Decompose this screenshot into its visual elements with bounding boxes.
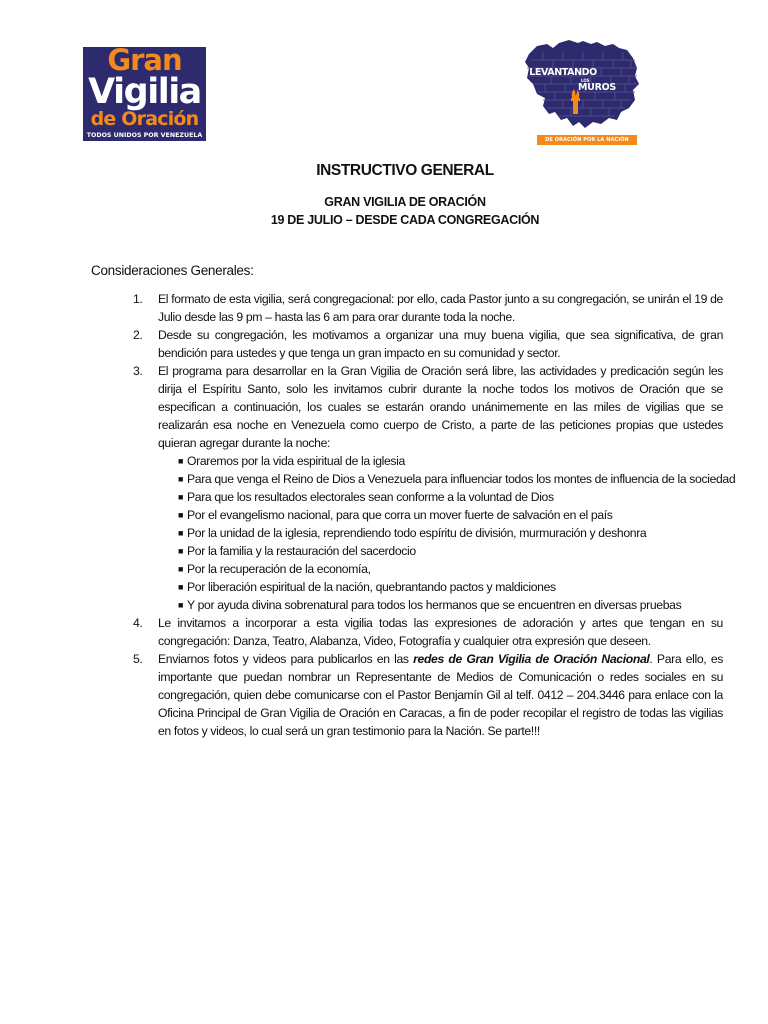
document-title: INSTRUCTIVO GENERAL	[316, 162, 494, 179]
prayer-topic	[178, 596, 723, 614]
prayer-topic-text: Por la familia y la restauración del sacerdocio	[187, 544, 416, 558]
list-item	[133, 614, 723, 650]
list-item-number: 3.	[133, 364, 143, 378]
bullet-icon: ■	[178, 510, 184, 520]
bullet-icon: ■	[178, 528, 184, 538]
prayer-topic	[178, 560, 723, 578]
prayer-topic-text: Oraremos por la vida espiritual de la iglesia	[187, 454, 405, 468]
prayer-topic	[178, 542, 723, 560]
list-item-text: El formato de esta vigilia, será congregacional: por ello, cada Pastor junto a su congregación, se unirán el 19 de Julio desde las 9 pm – hasta las 6 am para orar durante toda la noche.	[158, 292, 723, 324]
prayer-topic-text: Y por ayuda divina sobrenatural para todos los hermanos que se encuentren en diversas pruebas	[187, 598, 682, 612]
prayer-topic	[178, 578, 723, 596]
list-item	[133, 650, 723, 740]
prayer-topic-text: Por el evangelismo nacional, para que corra un mover fuerte de salvación en el país	[187, 508, 613, 522]
prayer-topic-text: Para que venga el Reino de Dios a Venezuela para influenciar todos los montes de influencia de la sociedad	[187, 472, 736, 486]
logo-word-los: LOS	[581, 78, 590, 83]
list-item-number: 4.	[133, 616, 143, 630]
social-networks-emphasis: redes de Gran Vigilia de Oración Nacional	[413, 652, 650, 666]
section-title: Consideraciones Generales:	[91, 263, 254, 278]
bullet-icon: ■	[178, 582, 184, 592]
list-item-number: 1.	[133, 292, 143, 306]
venezuela-map-icon	[523, 38, 641, 148]
prayer-topic-text: Para que los resultados electorales sean conforme a la voluntad de Dios	[187, 490, 554, 504]
list-item-text: El programa para desarrollar en la Gran Vigilia de Oración será libre, las actividades y predicación según les dirija el Espíritu Santo, solo les invitamos cubrir durante la noche todos los motivos de Oración que se especifican a continuación, los cuales se estarán orando unánimemente en las miles de vigilias que se realizarán esa noche en Venezuela como cuerpo de Cristo, a parte de las peticiones propias que ustedes quieran agregar durante la noche:	[158, 364, 723, 450]
logo-word-gran: Gran	[107, 47, 182, 77]
list-item-text-after: . Para ello, es importante que puedan nombrar un Representante de Medios de Comunicación o redes sociales en su congregación, quien debe comunicarse con el Pastor Benjamín Gil al telf. 0412 – 204.3446 para enlace con la Oficina Principal de Gran Vigilia de Oración en Caracas, a fin de poder recopilar el registro de todas las vigilias en fotos y videos, lo cual será un gran testimonio para la Nación. Se parte!!!	[158, 652, 723, 738]
logo-word-de-oracion: de Oración	[90, 108, 199, 130]
list-item-text-before: Enviarnos fotos y videos para publicarlos en las	[158, 652, 414, 666]
list-item-number: 5.	[133, 652, 143, 666]
list-item-text: Desde su congregación, les motivamos a organizar una muy buena vigilia, que sea significativa, de gran bendición para ustedes y que tenga un gran impacto en su comunidad y sector.	[158, 328, 723, 360]
bullet-icon: ■	[178, 474, 184, 484]
list-item	[133, 290, 723, 326]
bullet-icon: ■	[178, 564, 184, 574]
list-item	[133, 362, 736, 614]
prayer-topics-list	[178, 452, 736, 614]
prayer-topic	[178, 506, 723, 524]
bullet-icon: ■	[178, 492, 184, 502]
prayer-topic	[178, 488, 723, 506]
bullet-icon: ■	[178, 456, 184, 466]
considerations-list	[133, 290, 736, 740]
prayer-topic-text: Por la recuperación de la economía,	[187, 562, 371, 576]
prayer-topic	[178, 452, 723, 470]
list-item-text	[158, 650, 723, 740]
levantando-los-muros-logo	[523, 38, 641, 148]
gran-vigilia-logo	[83, 47, 206, 141]
list-item-text: Le invitamos a incorporar a esta vigilia todas las expresiones de adoración y artes que tengan en su congregación: Danza, Teatro, Alabanza, Video, Fotografía y cualquier otra expresión que deseen.	[158, 616, 723, 648]
prayer-topic	[178, 524, 723, 542]
document-subtitle-event: GRAN VIGILIA DE ORACIÓN	[324, 195, 486, 209]
prayer-topic-text: Por liberación espiritual de la nación, quebrantando pactos y maldiciones	[187, 580, 556, 594]
bullet-icon: ■	[178, 600, 184, 610]
document-subtitle-date: 19 DE JULIO – DESDE CADA CONGREGACIÓN	[270, 213, 540, 227]
prayer-topic-text: Por la unidad de la iglesia, reprendiendo todo espíritu de división, murmuración y deshonra	[187, 526, 647, 540]
logo-word-muros: MUROS	[578, 82, 616, 93]
prayer-topic	[178, 470, 736, 488]
list-item-number: 2.	[133, 328, 143, 342]
bullet-icon: ■	[178, 546, 184, 556]
logo-tagline: TODOS UNIDOS POR VENEZUELA	[86, 132, 203, 139]
logo-word-levantando: LEVANTANDO	[529, 67, 597, 78]
list-item	[133, 326, 723, 362]
logo-banner: DE ORACIÓN POR LA NACIÓN	[537, 135, 637, 145]
logo-word-vigilia: Vigilia	[88, 72, 201, 112]
